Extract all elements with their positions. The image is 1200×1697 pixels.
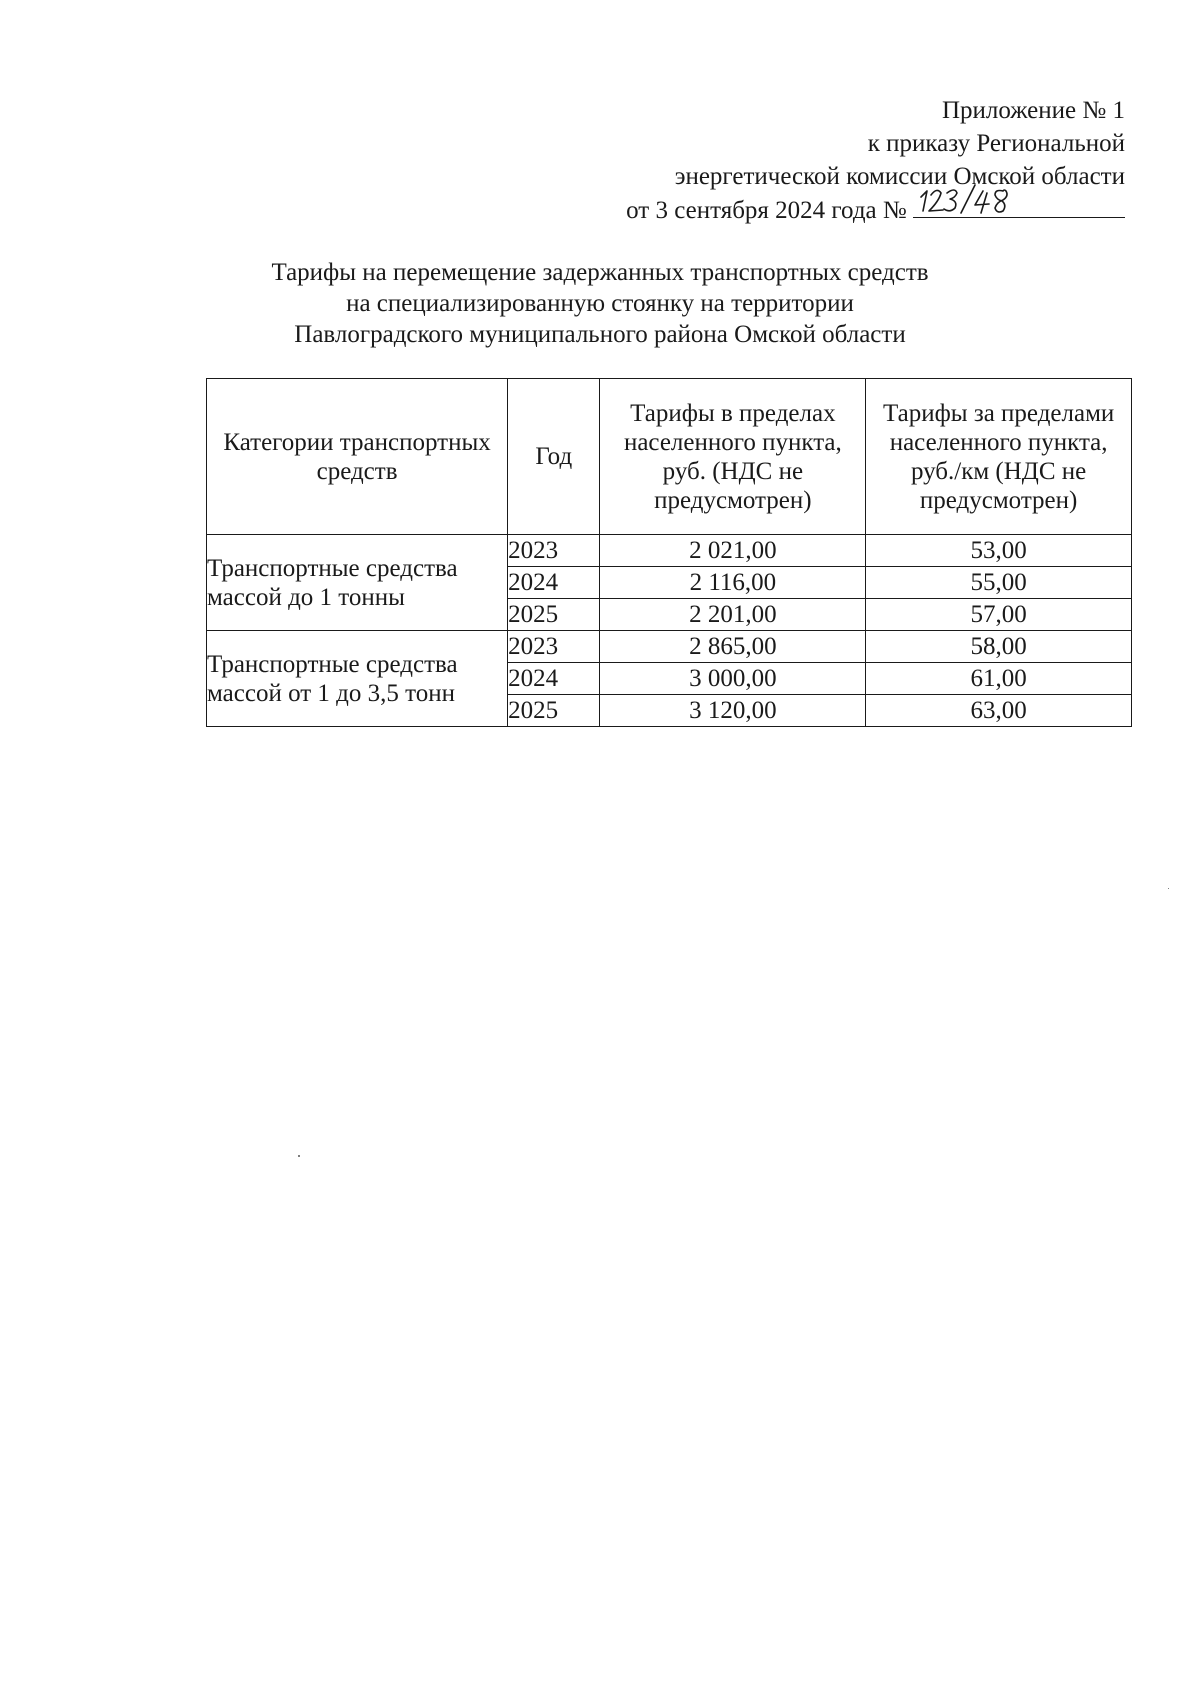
appendix-title: Приложение № 1: [941, 97, 1125, 124]
year-cell: 2025: [508, 599, 600, 631]
tariff-in-cell: 2 021,00: [600, 535, 866, 567]
tariff-out-cell: 55,00: [866, 567, 1132, 599]
header-tariff-out: Тарифы за пределами населенного пункта, руб./км (НДС не предусмотрен): [866, 379, 1132, 535]
tariff-out-cell: 53,00: [866, 535, 1132, 567]
scan-speck: [1168, 888, 1169, 889]
appendix-date-line: [505, 193, 1125, 227]
title-line-3: Павлоградского муниципального района Омской области: [294, 321, 906, 348]
category-cell: Транспортные средства массой до 1 тонны: [207, 535, 508, 631]
title-line-2: на специализированную стоянку на территории: [346, 290, 854, 317]
year-cell: 2023: [508, 631, 600, 663]
table-row: [207, 631, 1132, 663]
appendix-commission-name: энергетической комиссии Омской области: [674, 163, 1125, 190]
header-category: Категории транспортных средств: [207, 379, 508, 535]
appendix-header: [505, 94, 1125, 227]
year-cell: 2023: [508, 535, 600, 567]
appendix-date: от 3 сентября 2024 года №: [626, 197, 907, 224]
order-number-field: [913, 193, 1125, 218]
handwritten-order-number: [917, 181, 1027, 215]
tariff-in-cell: 2 116,00: [600, 567, 866, 599]
scan-speck: [298, 1155, 300, 1157]
table-header-row: [207, 379, 1132, 535]
header-year: Год: [508, 379, 600, 535]
year-cell: 2024: [508, 567, 600, 599]
year-cell: 2025: [508, 695, 600, 727]
tariff-out-cell: 57,00: [866, 599, 1132, 631]
appendix-order-reference: к приказу Региональной: [867, 130, 1125, 157]
tariff-out-cell: 58,00: [866, 631, 1132, 663]
title-line-1: Тарифы на перемещение задержанных транспортных средств: [271, 259, 929, 286]
year-cell: 2024: [508, 663, 600, 695]
tariff-out-cell: 63,00: [866, 695, 1132, 727]
tariff-in-cell: 3 000,00: [600, 663, 866, 695]
tariff-in-cell: 2 865,00: [600, 631, 866, 663]
tariff-table: [206, 378, 1132, 727]
document-title: [0, 257, 1200, 350]
tariff-out-cell: 61,00: [866, 663, 1132, 695]
table-row: [207, 535, 1132, 567]
header-tariff-in: Тарифы в пределах населенного пункта, руб. (НДС не предусмотрен): [600, 379, 866, 535]
tariff-in-cell: 2 201,00: [600, 599, 866, 631]
tariff-in-cell: 3 120,00: [600, 695, 866, 727]
category-cell: Транспортные средства массой от 1 до 3,5 тонн: [207, 631, 508, 727]
